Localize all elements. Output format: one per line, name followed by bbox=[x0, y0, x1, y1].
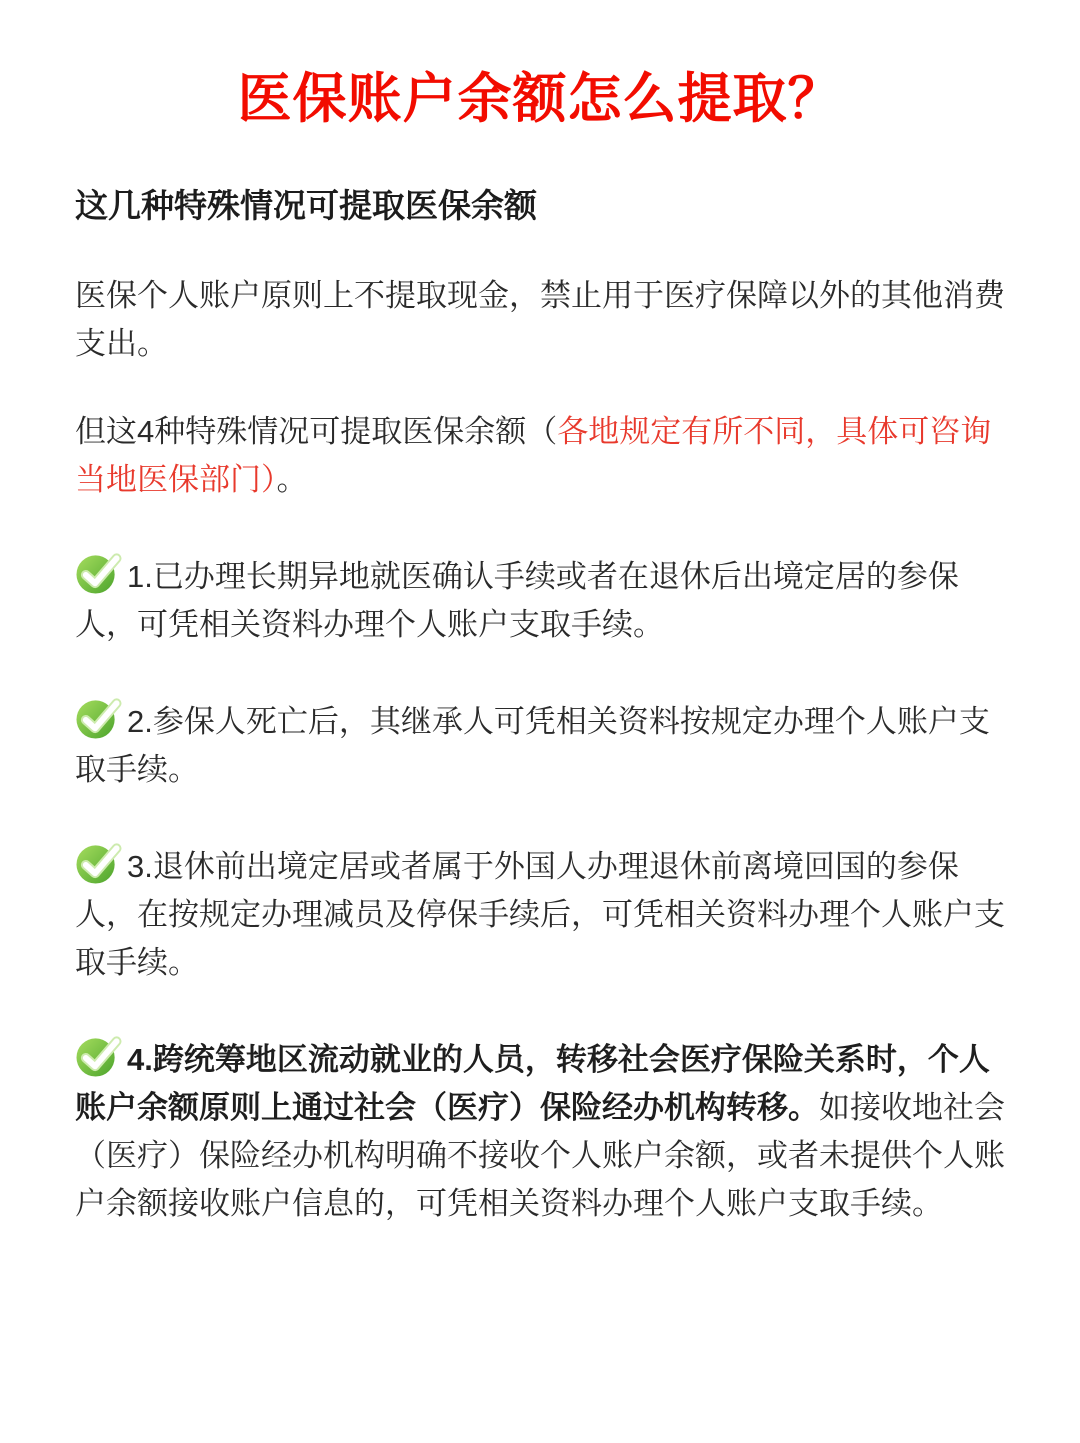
green-check-icon bbox=[75, 695, 122, 740]
note-prefix: 但这4种特殊情况可提取医保余额（ bbox=[75, 414, 558, 449]
list-item-1 bbox=[75, 550, 1005, 649]
note-paragraph bbox=[75, 408, 1005, 504]
intro-paragraph: 医保个人账户原则上不提取现金，禁止用于医疗保障以外的其他消费支出。 bbox=[75, 278, 1005, 361]
note-highlight: 各地规定有所不同，具体可咨询当地医保部门） bbox=[75, 414, 992, 497]
list-item-2 bbox=[75, 695, 1005, 794]
page-title: 医保账户余额怎么提取？ bbox=[237, 69, 843, 129]
green-check-icon bbox=[75, 840, 122, 885]
item-bold-text: 4.跨统筹地区流动就业的人员，转移社会医疗保险关系时，个人账户余额原则上通过社会（医疗）保险经办机构转移。 bbox=[75, 1042, 990, 1125]
list-item-4 bbox=[75, 1033, 1005, 1228]
section-subtitle: 这几种特殊情况可提取医保余额 bbox=[75, 187, 537, 224]
list-item-3 bbox=[75, 840, 1005, 987]
item-text: 如接收地社会（医疗）保险经办机构明确不接收个人账户余额，或者未提供个人账户余额接收账户信息的，可凭相关资料办理个人账户支取手续。 bbox=[75, 1090, 1005, 1221]
item-text: 3.退休前出境定居或者属于外国人办理退休前离境回国的参保人，在按规定办理减员及停保手续后，可凭相关资料办理个人账户支取手续。 bbox=[75, 849, 1005, 980]
item-text: 1.已办理长期异地就医确认手续或者在退休后出境定居的参保人，可凭相关资料办理个人账户支取手续。 bbox=[75, 559, 959, 642]
green-check-icon bbox=[75, 550, 122, 595]
green-check-icon bbox=[75, 1033, 122, 1078]
item-text: 2.参保人死亡后，其继承人可凭相关资料按规定办理个人账户支取手续。 bbox=[75, 704, 990, 787]
note-suffix: 。 bbox=[276, 462, 308, 497]
